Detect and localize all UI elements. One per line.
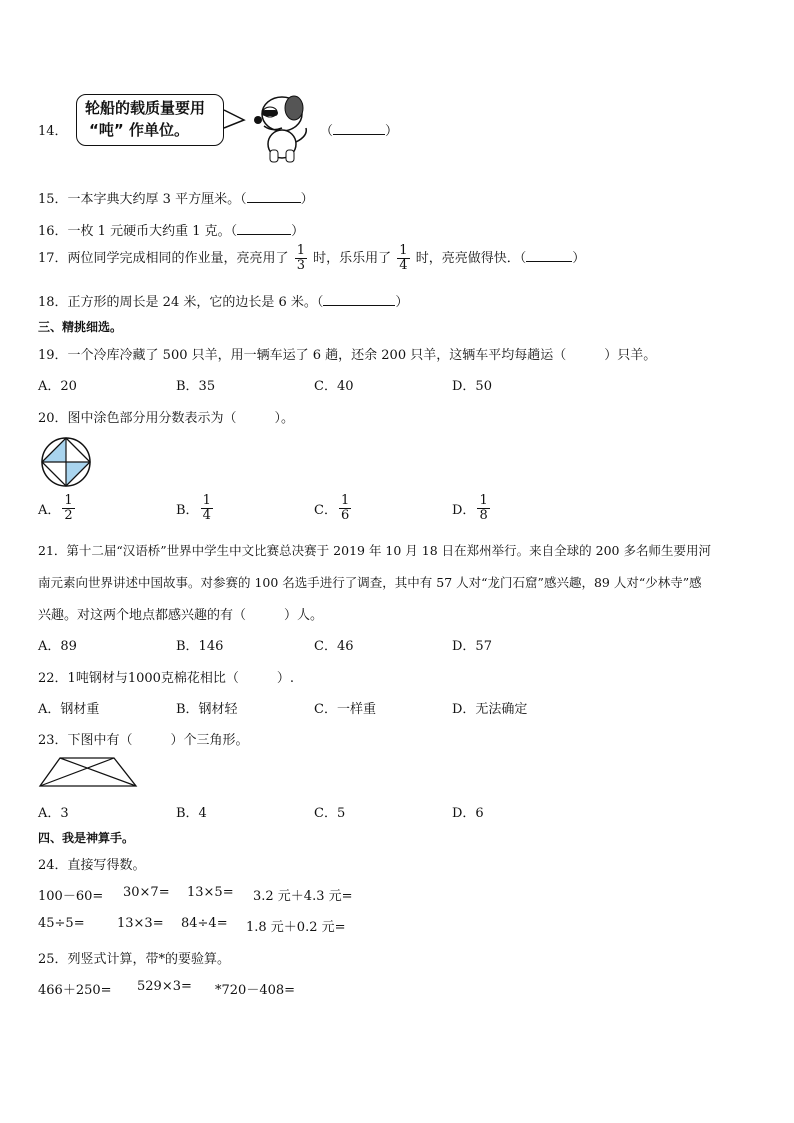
- fraction-one-third: $\frac{1}{3}$: [296, 243, 305, 273]
- circle-figure: [40, 436, 92, 488]
- q21-option-c[interactable]: C．46: [314, 639, 354, 654]
- q19-option-d[interactable]: D．50: [452, 379, 492, 394]
- q20-option-d[interactable]: D． $\frac{1}{8}$: [452, 493, 488, 523]
- q24-expr-8: 1.8 元＋0.2 元=: [246, 920, 346, 935]
- question-20-stem: 20．图中涂色部分用分数表示为（ ）。: [38, 411, 295, 426]
- q20-option-c[interactable]: C． $\frac{1}{6}$: [314, 493, 350, 523]
- q24-expr-6: 13×3=: [117, 916, 164, 931]
- question-21-line-3: 兴趣。对这两个地点都感兴趣的有（ ）人。: [38, 608, 324, 623]
- question-16: 16．一枚 1 元硬币大约重 1 克。（ ）: [38, 224, 305, 239]
- question-21-line-2: 南元素向世界讲述中国故事。对参赛的 100 名选手进行了调查，其中有 57 人对“龙门石窟”感兴趣，89 人对“少林寺”感: [38, 575, 702, 590]
- q25-expr-1: 466＋250=: [38, 983, 112, 998]
- speech-bubble: [76, 94, 224, 146]
- answer-blank[interactable]: [247, 190, 301, 203]
- q22-option-a[interactable]: A．钢材重: [38, 702, 100, 717]
- answer-blank[interactable]: [323, 293, 395, 306]
- q22-option-d[interactable]: D．无法确定: [452, 702, 528, 717]
- answer-blank[interactable]: [526, 249, 572, 262]
- q23-option-c[interactable]: C．5: [314, 806, 346, 821]
- q20-option-b[interactable]: B． $\frac{1}{4}$: [176, 493, 211, 523]
- bubble-line-2: “吨” 作单位。: [89, 121, 189, 139]
- q24-expr-1: 100－60=: [38, 889, 104, 904]
- q23-option-b[interactable]: B．4: [176, 806, 207, 821]
- trapezoid-figure: [38, 756, 138, 788]
- question-18: 18．正方形的周长是 24 米，它的边长是 6 米。（ ）: [38, 295, 409, 310]
- answer-blank[interactable]: [237, 222, 291, 235]
- q19-option-c[interactable]: C．40: [314, 379, 354, 394]
- question-17: 17．两位同学完成相同的作业量，亮亮用了 $\frac{1}{3}$ 时，乐乐用了 $\frac{1}{4}$ 时，亮亮做得快．（ ）: [38, 243, 586, 273]
- q22-option-c[interactable]: C．一样重: [314, 702, 376, 717]
- question-15: 15．一本字典大约厚 3 平方厘米。（ ）: [38, 192, 314, 207]
- q25-expr-3: *720－408=: [215, 983, 296, 998]
- question-14-number: 14．: [38, 124, 68, 139]
- dog-icon: [248, 92, 312, 164]
- section-4-title: 四、我是神算手。: [38, 831, 135, 845]
- fraction-one-quarter: $\frac{1}{4}$: [399, 243, 408, 273]
- q20-option-a[interactable]: A． $\frac{1}{2}$: [38, 493, 73, 523]
- q19-option-b[interactable]: B．35: [176, 379, 216, 394]
- section-3-title: 三、精挑细选。: [38, 320, 123, 334]
- bubble-line-1: 轮船的载质量要用: [85, 99, 206, 117]
- q24-expr-5: 45÷5=: [38, 916, 85, 931]
- question-22-stem: 22．1吨钢材与1000克棉花相比（ ）.: [38, 671, 295, 686]
- q24-expr-2: 30×7=: [123, 885, 170, 900]
- q24-expr-4: 3.2 元＋4.3 元=: [253, 889, 353, 904]
- q24-expr-7: 84÷4=: [181, 916, 228, 931]
- answer-blank[interactable]: [333, 122, 385, 135]
- q25-expr-2: 529×3=: [137, 979, 192, 994]
- q21-option-d[interactable]: D．57: [452, 639, 492, 654]
- question-25-stem: 25．列竖式计算，带*的要验算。: [38, 952, 231, 967]
- question-24-stem: 24．直接写得数。: [38, 858, 146, 873]
- q21-option-b[interactable]: B．146: [176, 639, 224, 654]
- q19-option-a[interactable]: A．20: [38, 379, 77, 394]
- q21-option-a[interactable]: A．89: [38, 639, 77, 654]
- q24-expr-3: 13×5=: [187, 885, 234, 900]
- q23-option-d[interactable]: D．6: [452, 806, 484, 821]
- question-21-line-1: 21．第十二届“汉语桥”世界中学生中文比赛总决赛于 2019 年 10 月 18 日在郑州举行。来自全球的 200 多名师生要用河: [38, 543, 711, 558]
- question-19-stem: 19．一个冷库冷藏了 500 只羊，用一辆车运了 6 趟，还余 200 只羊，这辆车平均每趟运（ ）只羊。: [38, 348, 657, 363]
- question-23-stem: 23．下图中有（ ）个三角形。: [38, 733, 249, 748]
- bubble-tail: [222, 108, 246, 132]
- q23-option-a[interactable]: A．3: [38, 806, 69, 821]
- question-14-answer: （ ）: [320, 124, 399, 139]
- q22-option-b[interactable]: B．钢材轻: [176, 702, 238, 717]
